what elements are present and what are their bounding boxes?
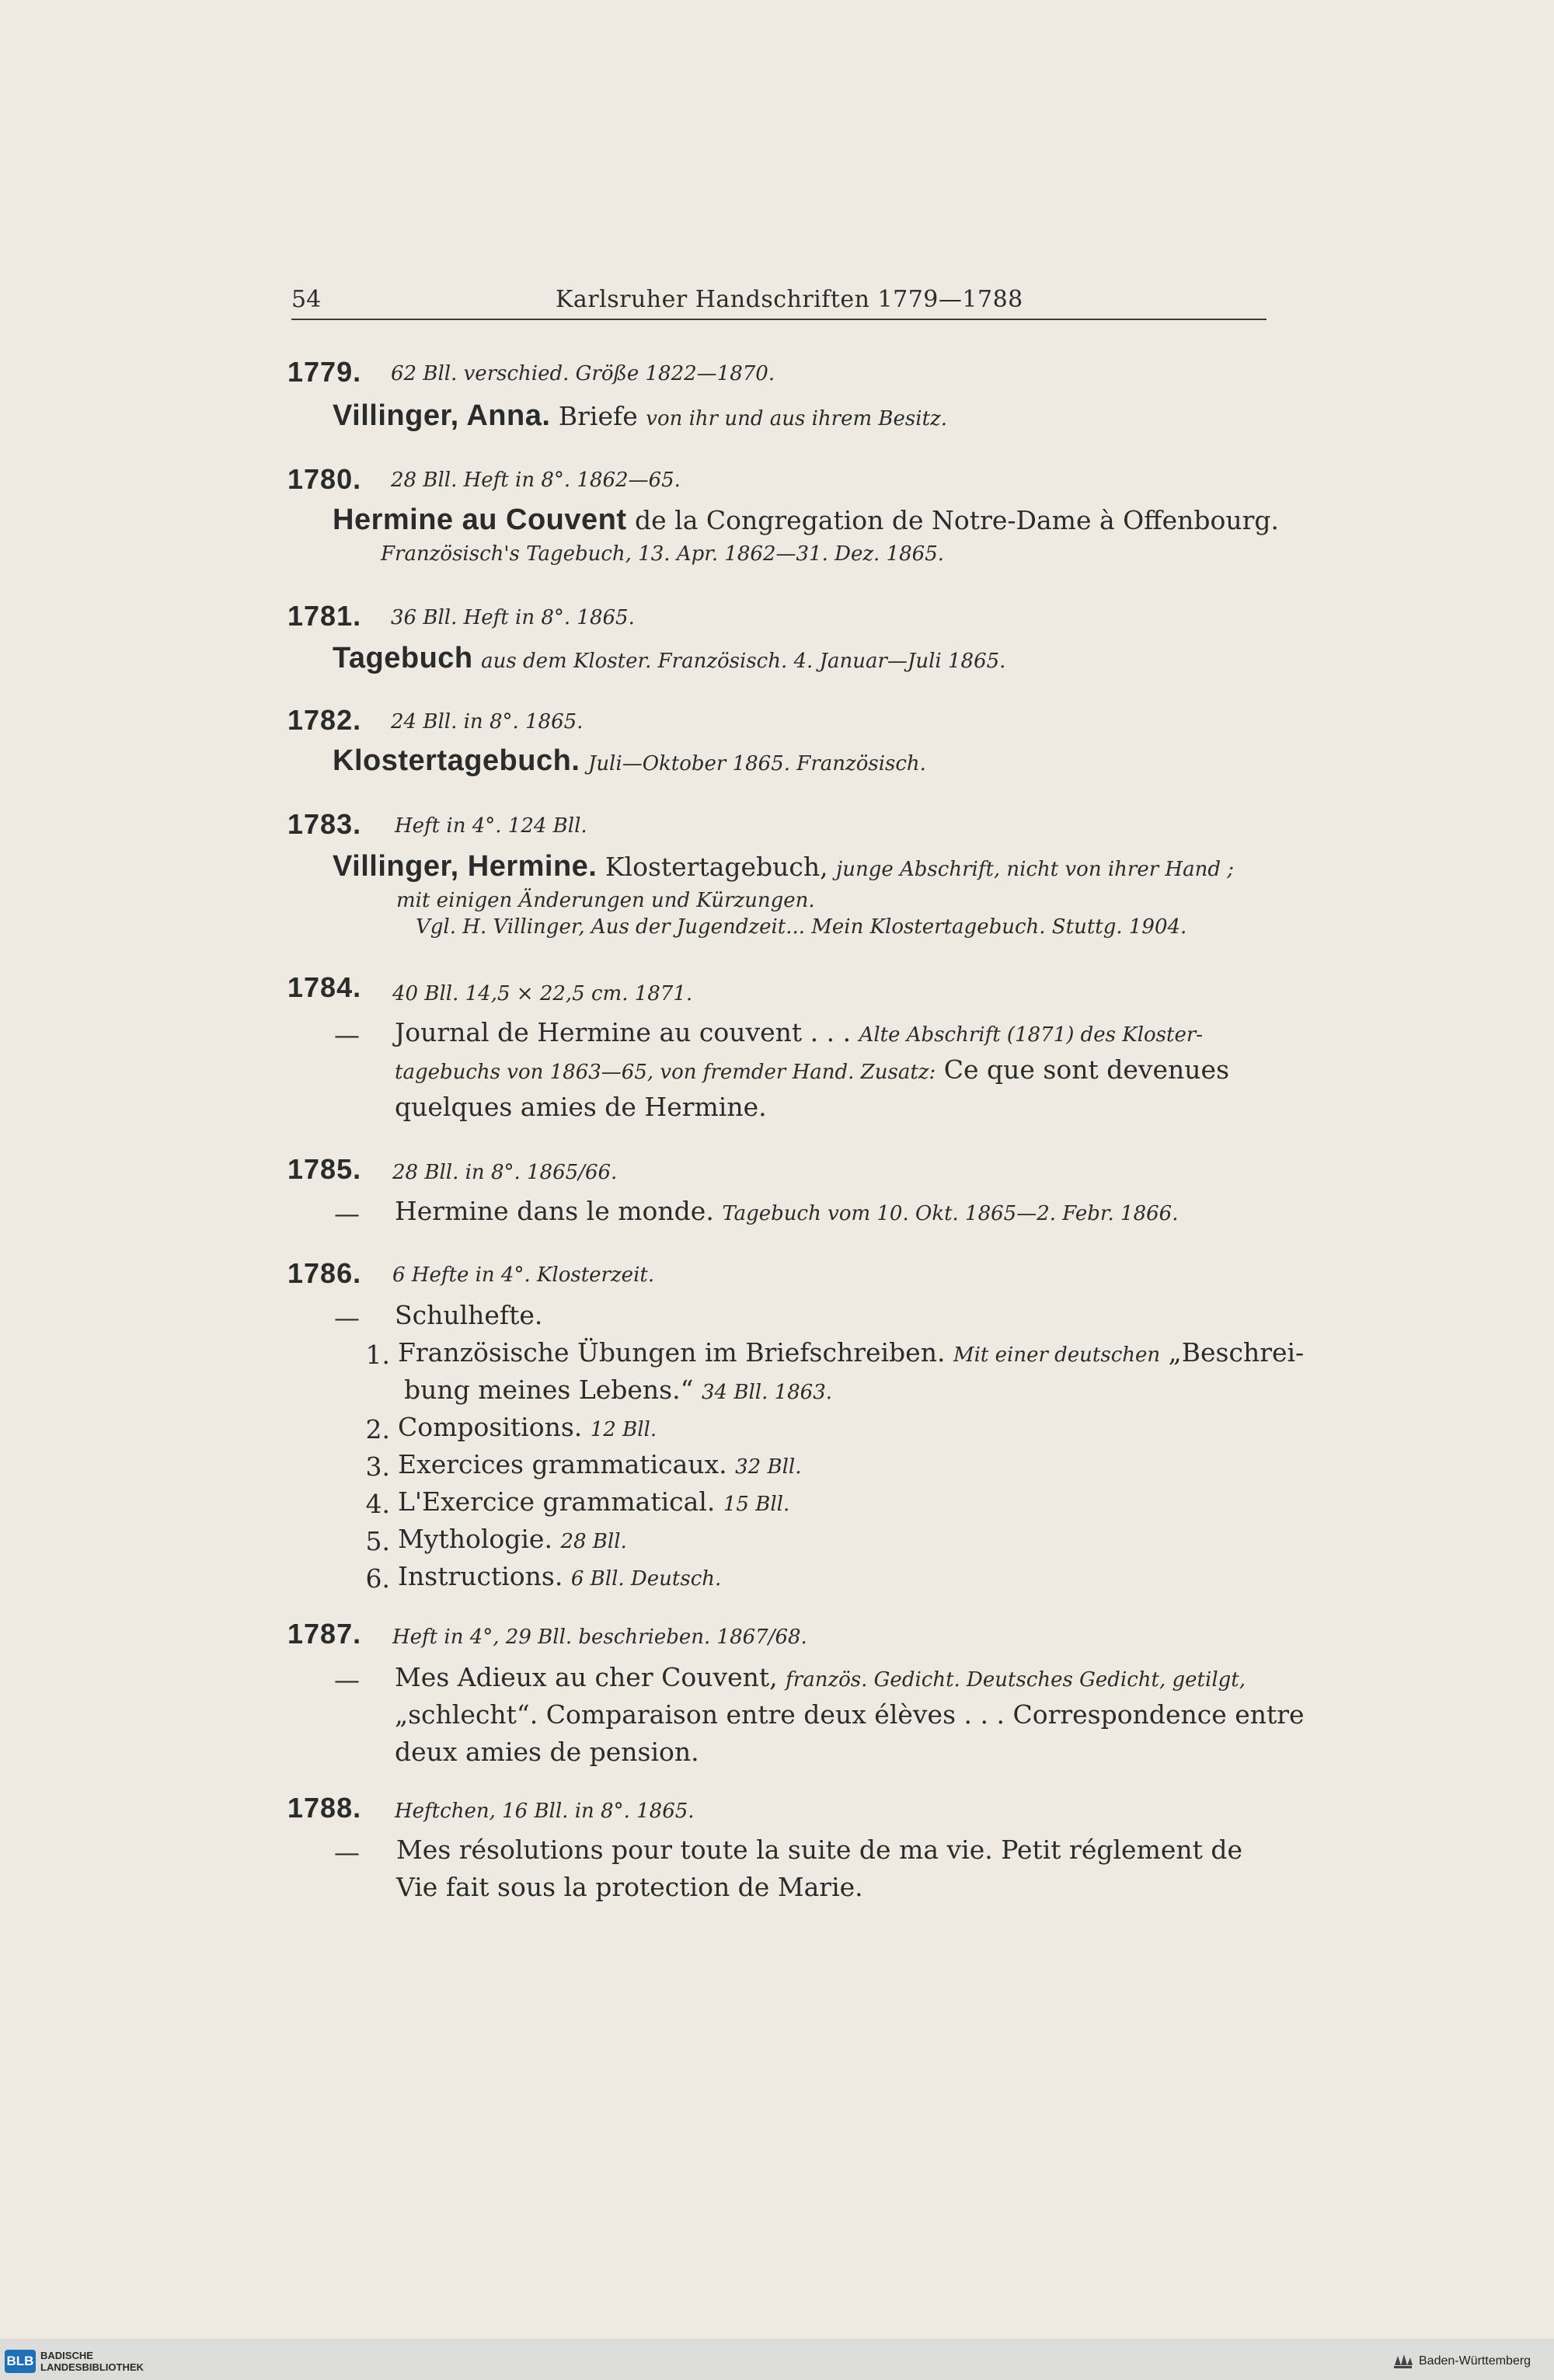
- page-number: 54: [291, 286, 322, 313]
- entry-line3-1787: deux amies de pension.: [395, 1737, 699, 1767]
- entry-number-1780: 1780.: [287, 463, 362, 495]
- entry-number-1782: 1782.: [287, 704, 362, 736]
- entry-title-1781: Tagebuch: [333, 642, 473, 674]
- list-item: Instructions. 6 Bll. Deutsch.: [398, 1561, 722, 1591]
- blb-logo: BLB: [5, 2350, 36, 2373]
- entry-title-1780: Hermine au Couvent: [333, 504, 627, 536]
- entry-meta-1787: Heft in 4°, 29 Bll. beschrieben. 1867/68.: [392, 1626, 807, 1649]
- entry-dash-1788: —: [334, 1837, 360, 1867]
- entry-number-1787: 1787.: [287, 1618, 362, 1650]
- list-item: Exercices grammaticaux. 32 Bll.: [398, 1449, 802, 1479]
- entry-line-1782: Klostertagebuch. Juli—Oktober 1865. Französisch.: [333, 744, 926, 777]
- entry-number-1783: 1783.: [287, 808, 362, 840]
- list-number: 5.: [365, 1526, 390, 1556]
- entry-meta-1786: 6 Hefte in 4°. Klosterzeit.: [392, 1263, 655, 1287]
- list-number: 2.: [365, 1414, 390, 1444]
- list-item: L'Exercice grammatical. 15 Bll.: [398, 1486, 790, 1517]
- list-item: Mythologie. 28 Bll.: [398, 1524, 627, 1554]
- entry-number-1784: 1784.: [287, 971, 362, 1003]
- entry-line2-1780: Französisch's Tagebuch, 13. Apr. 1862—31. Dez. 1865.: [381, 542, 945, 566]
- running-title: Karlsruher Handschriften 1779—1788: [556, 286, 1023, 313]
- state-name: Baden-Württemberg: [1419, 2354, 1531, 2368]
- entry-meta-1779: 62 Bll. verschied. Größe 1822—1870.: [391, 362, 775, 385]
- entry-dash-1784: —: [334, 1019, 360, 1050]
- list-item: Compositions. 12 Bll.: [398, 1412, 657, 1442]
- entry-line2-1788: Vie fait sous la protection de Marie.: [396, 1872, 863, 1902]
- list-item: Französische Übungen im Briefschreiben. Mit einer deutschen „Beschrei-: [398, 1337, 1305, 1368]
- list-number: 6.: [365, 1563, 390, 1594]
- entry-title-1782: Klostertagebuch.: [333, 744, 580, 777]
- entry-meta-1783: Heft in 4°. 124 Bll.: [395, 814, 587, 838]
- entry-line-1779: Villinger, Anna. Briefe von ihr und aus ihrem Besitz.: [333, 399, 947, 432]
- entry-line3-1783: Vgl. H. Villinger, Aus der Jugendzeit... Mein Klostertagebuch. Stuttg. 1904.: [416, 915, 1187, 939]
- list-number: 4.: [365, 1489, 390, 1519]
- list-item: bung meines Lebens.“ 34 Bll. 1863.: [404, 1375, 833, 1405]
- entry-meta-1781: 36 Bll. Heft in 8°. 1865.: [391, 606, 635, 629]
- entry-line-1788: Mes résolutions pour toute la suite de ma vie. Petit réglement de: [396, 1835, 1243, 1865]
- page-header: [291, 286, 1267, 320]
- entry-meta-1784: 40 Bll. 14,5 × 22,5 cm. 1871.: [392, 982, 693, 1005]
- entry-line3-1784: quelques amies de Hermine.: [395, 1092, 767, 1122]
- entry-title-1783: Villinger, Hermine.: [333, 850, 598, 883]
- entry-number-1788: 1788.: [287, 1792, 362, 1824]
- entry-line2-1787: „schlecht“. Comparaison entre deux élèves . . . Correspondence entre: [395, 1699, 1305, 1730]
- entry-number-1779: 1779.: [287, 356, 362, 388]
- entry-meta-1780: 28 Bll. Heft in 8°. 1862—65.: [391, 469, 681, 492]
- list-number: 3.: [365, 1451, 390, 1482]
- entry-number-1786: 1786.: [287, 1257, 362, 1289]
- list-number: 1.: [365, 1340, 390, 1370]
- entry-line2-1784: tagebuchs von 1863—65, von fremder Hand. Zusatz: Ce que sont devenues: [395, 1054, 1230, 1085]
- entry-dash-1786: —: [334, 1302, 360, 1333]
- entry-line-1787: Mes Adieux au cher Couvent, französ. Gedicht. Deutsches Gedicht, getilgt,: [395, 1662, 1246, 1692]
- entry-line-1781: Tagebuch aus dem Kloster. Französisch. 4. Januar—Juli 1865.: [333, 642, 1006, 674]
- entry-meta-1785: 28 Bll. in 8°. 1865/66.: [392, 1161, 618, 1184]
- state-coat-of-arms-icon: [1391, 2350, 1414, 2371]
- entry-dash-1785: —: [334, 1198, 360, 1228]
- library-name: BADISCHE LANDESBIBLIOTHEK: [40, 2350, 144, 2373]
- entry-number-1781: 1781.: [287, 600, 362, 632]
- entry-dash-1787: —: [334, 1664, 360, 1695]
- entry-line-1786: Schulhefte.: [395, 1300, 543, 1330]
- entry-line-1783: Villinger, Hermine. Klostertagebuch, junge Abschrift, nicht von ihrer Hand ;: [333, 850, 1235, 883]
- entry-line-1785: Hermine dans le monde. Tagebuch vom 10. Okt. 1865—2. Febr. 1866.: [395, 1196, 1179, 1226]
- library-footer: [0, 2339, 1554, 2380]
- entry-meta-1782: 24 Bll. in 8°. 1865.: [391, 710, 584, 734]
- entry-title-1779: Villinger, Anna.: [333, 399, 551, 432]
- entry-number-1785: 1785.: [287, 1153, 362, 1185]
- entry-meta-1788: Heftchen, 16 Bll. in 8°. 1865.: [395, 1800, 695, 1823]
- entry-line-1784: Journal de Hermine au couvent . . . Alte Abschrift (1871) des Kloster-: [395, 1017, 1204, 1047]
- entry-line-1780: Hermine au Couvent de la Congregation de Notre-Dame à Offenbourg.: [333, 504, 1280, 536]
- entry-line2-1783: mit einigen Änderungen und Kürzungen.: [396, 889, 815, 912]
